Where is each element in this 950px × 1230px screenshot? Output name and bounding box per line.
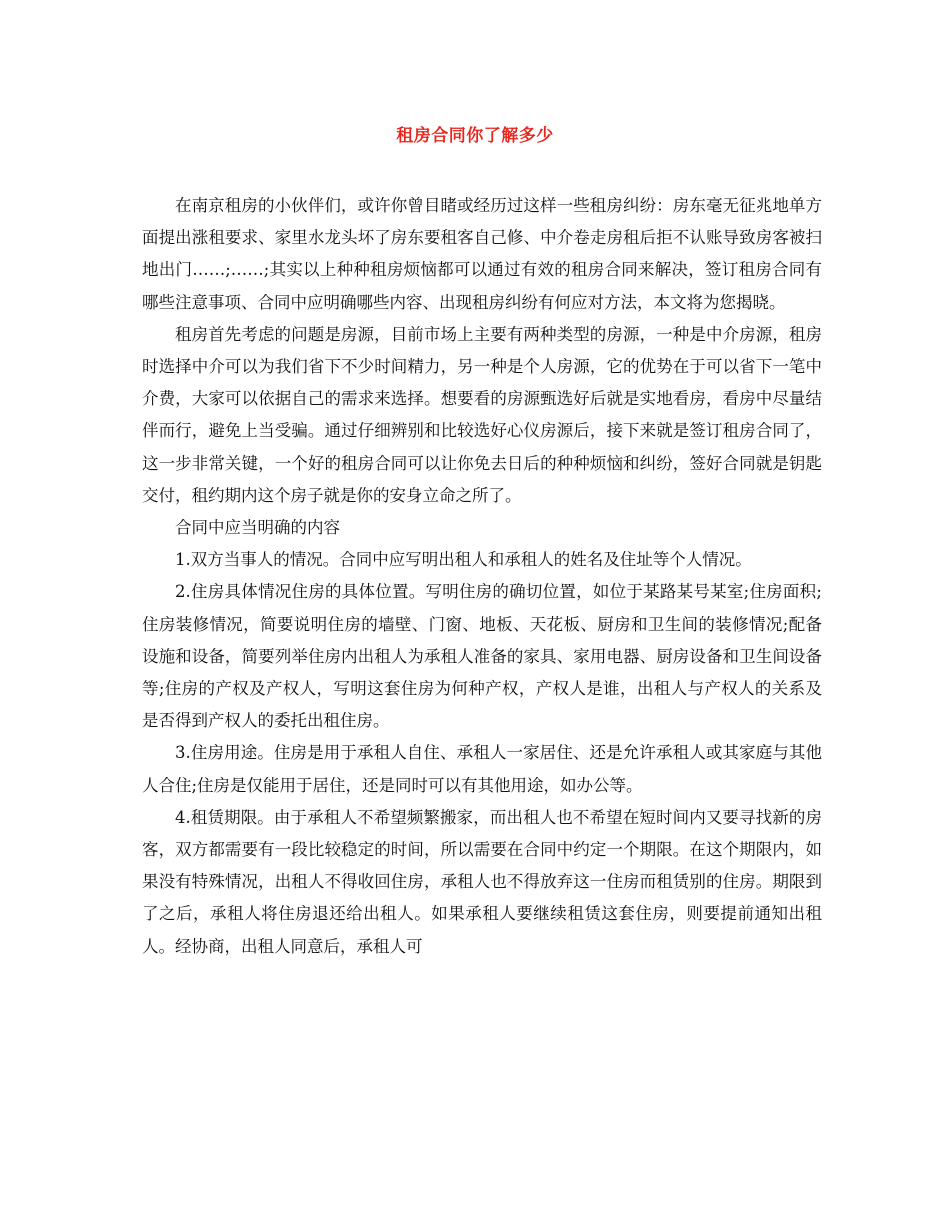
clause-housing-details: 2.住房具体情况住房的具体位置。写明住房的确切位置，如位于某路某号某室;住房面积;住房装修情况，简要说明住房的墙壁、门窗、地板、天花板、厨房和卫生间的装修情况;配备设施和设备，简要列举住房内出租人为承租人准备的家具、家用电器、厨房设备和卫生间设备等;住房的产权及产权人，写明这套住房为何种产权，产权人是谁，出租人与产权人的关系及是否得到产权人的委托出租住房。 xyxy=(142,582,822,731)
paragraph-housing-source: 租房首先考虑的问题是房源，目前市场上主要有两种类型的房源，一种是中介房源，租房时选择中介可以为我们省下不少时间精力，另一种是个人房源，它的优势在于可以省下一笔中介费，大家可以依据自己的需求来选择。想要看的房源甄选好后就是实地看房，看房中尽量结伴而行，避免上当受骗。通过仔细辨别和比较选好心仪房源后，接下来就是签订租房合同了，这一步非常关键，一个好的租房合同可以让你免去日后的种种烦恼和纠纷，签好合同就是钥匙交付，租约期内这个房子就是你的安身立命之所了。 xyxy=(142,324,822,505)
document-title: 租房合同你了解多少 xyxy=(396,126,554,146)
clause-lease-term: 4.租赁期限。由于承租人不希望频繁搬家，而出租人也不希望在短时间内又要寻找新的房客，双方都需要有一段比较稳定的时间，所以需要在合同中约定一个期限。在这个期限内，如果没有特殊情况，出租人不得收回住房，承租人也不得放弃这一住房而租赁别的住房。期限到了之后，承租人将住房退还给出租人。如果承租人要继续租赁这套住房，则要提前通知出租人。经协商，出租人同意后，承租人可 xyxy=(142,807,822,956)
clause-housing-use: 3.住房用途。住房是用于承租人自住、承租人一家居住、还是允许承租人或其家庭与其他人合住;住房是仅能用于居住，还是同时可以有其他用途，如办公等。 xyxy=(142,743,822,795)
document-body xyxy=(142,190,822,963)
paragraph-intro: 在南京租房的小伙伴们，或许你曾目睹或经历过这样一些租房纠纷：房东毫无征兆地单方面提出涨租要求、家里水龙头坏了房东要租客自己修、中介卷走房租后拒不认账导致房客被扫地出门……;……;其实以上种种租房烦恼都可以通过有效的租房合同来解决，签订租房合同有哪些注意事项、合同中应明确哪些内容、出现租房纠纷有何应对方法，本文将为您揭晓。 xyxy=(142,196,822,312)
section-heading: 合同中应当明确的内容 xyxy=(175,518,340,538)
clause-parties: 1.双方当事人的情况。合同中应写明出租人和承租人的姓名及住址等个人情况。 xyxy=(175,550,752,570)
